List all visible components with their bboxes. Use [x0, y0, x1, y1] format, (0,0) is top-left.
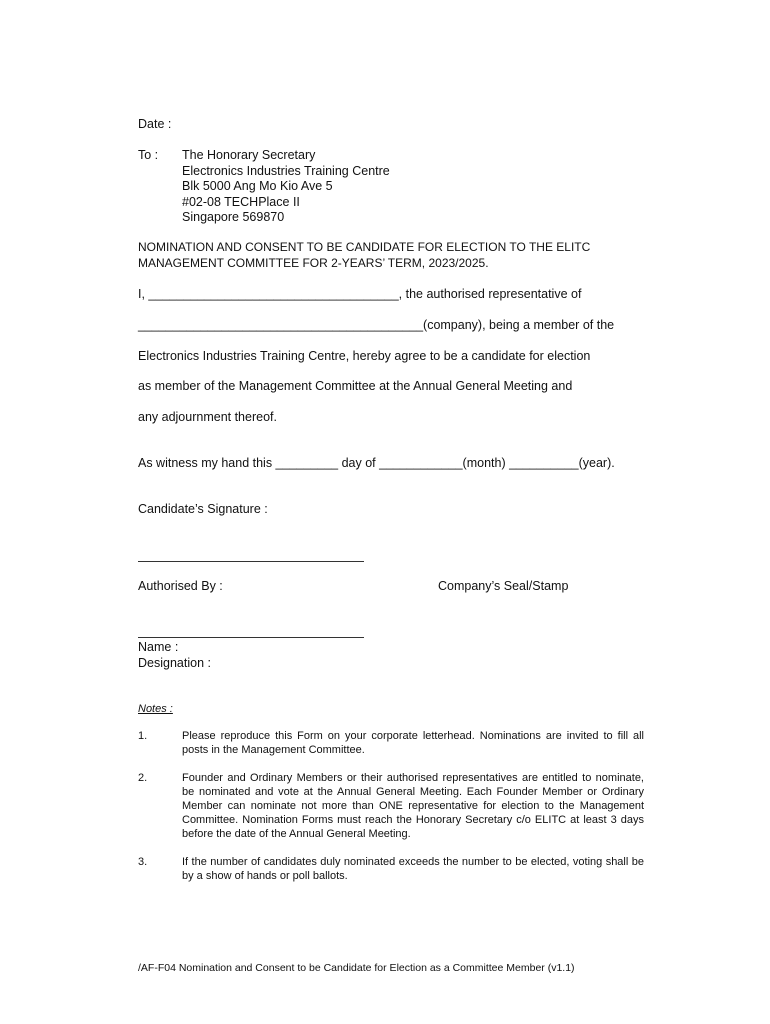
- body-line: I, ____________________________________, the authorised representative of: [138, 287, 582, 301]
- form-footer: /AF-F04 Nomination and Consent to be Candidate for Election as a Committee Member (v1.1): [138, 962, 575, 974]
- witness-line: As witness my hand this _________ day of ____________(month) __________(year).: [138, 456, 615, 470]
- address-line: The Honorary Secretary: [182, 148, 316, 162]
- note-number: 2.: [138, 772, 148, 784]
- note-text: Founder and Ordinary Members or their authorised representatives are entitled to nominate, be nominated and vote at the Annual General Meeting. Each Founder Member or Ordinary Member can nominate not more than ONE representative for election to the Management Committee. Nomination Forms must reach the Honorary Secretary c/o ELITC at least 3 days before the date of the Annual General Meeting.: [182, 772, 644, 840]
- body-line: _________________________________________(company), being a member of the: [138, 318, 615, 332]
- authorised-by-label: Authorised By :: [138, 579, 223, 593]
- note-number: 1.: [138, 730, 148, 742]
- designation-label: Designation :: [138, 656, 211, 670]
- note-number: 3.: [138, 856, 148, 868]
- address-line: Electronics Industries Training Centre: [182, 164, 390, 178]
- authorised-signature-line: [138, 637, 364, 638]
- body-line: Electronics Industries Training Centre, hereby agree to be a candidate for election: [138, 349, 591, 363]
- date-label: Date :: [138, 117, 172, 131]
- company-seal-label: Company’s Seal/Stamp: [438, 579, 569, 593]
- title-line: NOMINATION AND CONSENT TO BE CANDIDATE FOR ELECTION TO THE ELITC: [138, 240, 591, 254]
- name-label: Name :: [138, 640, 179, 654]
- note-text: If the number of candidates duly nominated exceeds the number to be elected, voting shall be by a show of hands or poll ballots.: [182, 856, 644, 882]
- candidate-signature-line: [138, 561, 364, 562]
- address-line: Blk 5000 Ang Mo Kio Ave 5: [182, 179, 333, 193]
- body-line: any adjournment thereof.: [138, 410, 277, 424]
- body-line: as member of the Management Committee at the Annual General Meeting and: [138, 379, 573, 393]
- note-text: Please reproduce this Form on your corporate letterhead. Nominations are invited to fill all posts in the Management Committee.: [182, 730, 644, 756]
- address-line: #02-08 TECHPlace II: [182, 195, 300, 209]
- candidate-signature-label: Candidate’s Signature :: [138, 502, 268, 516]
- to-label: To :: [138, 148, 159, 162]
- notes-heading: Notes :: [138, 703, 173, 715]
- address-line: Singapore 569870: [182, 210, 285, 224]
- title-line: MANAGEMENT COMMITTEE FOR 2-YEARS’ TERM, 2023/2025.: [138, 256, 489, 270]
